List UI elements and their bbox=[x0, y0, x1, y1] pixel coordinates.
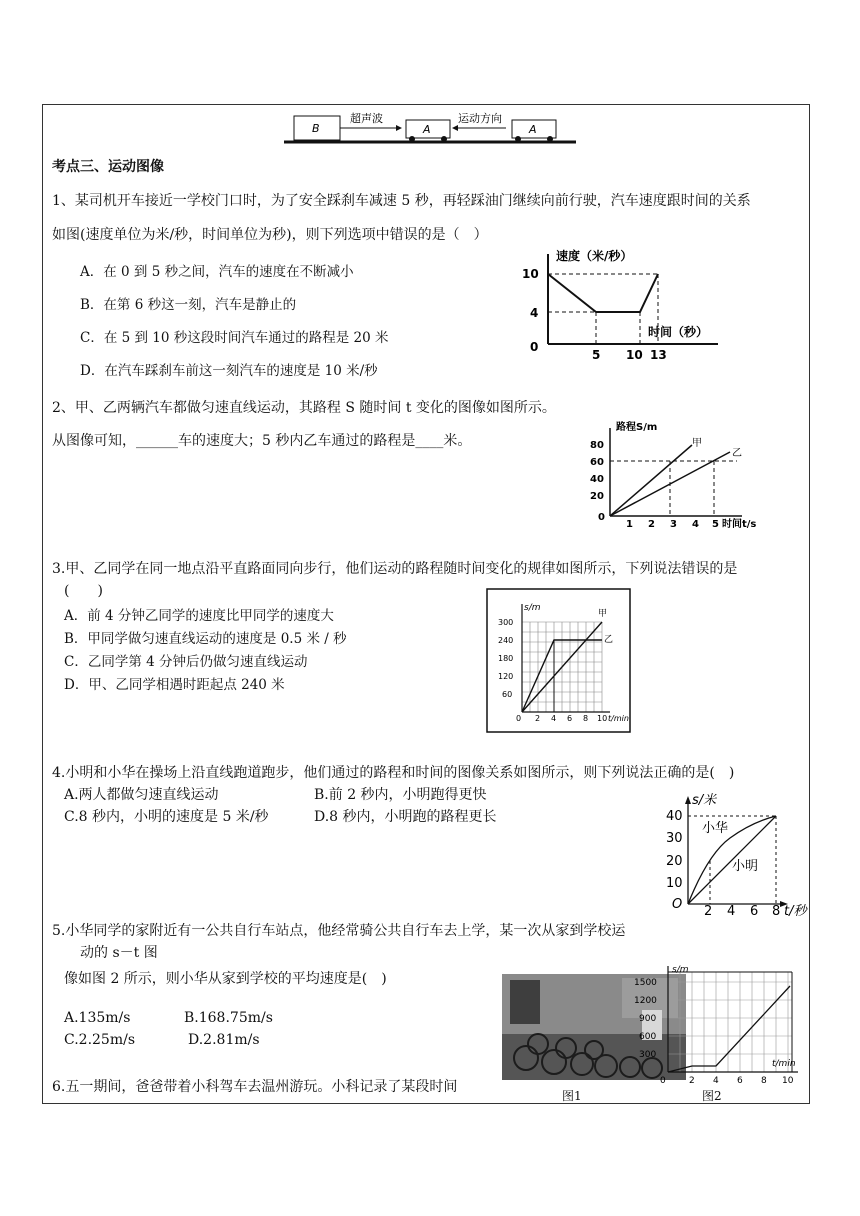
q1-xtick-5: 5 bbox=[592, 348, 601, 362]
q2-series-yi: 乙 bbox=[732, 448, 742, 459]
q3-xtick-2: 2 bbox=[535, 714, 541, 723]
q4-ytick-30: 30 bbox=[666, 831, 683, 846]
q5-option-a: A.135m/s bbox=[64, 1010, 131, 1026]
q4-origin: O bbox=[672, 897, 683, 912]
q1-line1: 1、某司机开车接近一学校门口时，为了安全踩刹车减速 5 秒，再轻踩油门继续向前行驶，汽车速度跟时间的关系 bbox=[52, 193, 751, 209]
q5-ytick-1200: 1200 bbox=[634, 996, 657, 1006]
q3-option-c: C．乙同学第 4 分钟后仍做匀速直线运动 bbox=[64, 654, 308, 670]
q6-line1: 6.五一期间，爸爸带着小科驾车去温州游玩。小科记录了某段时间 bbox=[52, 1079, 458, 1095]
q1-option-c: C．在 5 到 10 秒这段时间汽车通过的路程是 20 米 bbox=[80, 330, 389, 346]
q3-ytick-180: 180 bbox=[498, 654, 514, 663]
q1-ytick-10: 10 bbox=[522, 267, 539, 281]
q5-xtick-8: 8 bbox=[761, 1076, 767, 1086]
q3-xtick-6: 6 bbox=[567, 714, 573, 723]
q3-ytick-60: 60 bbox=[502, 690, 513, 699]
q1-xtick-13: 13 bbox=[650, 348, 667, 362]
q5-line2: 动的 s－t 图 bbox=[80, 945, 158, 961]
q5-xtick-6: 6 bbox=[737, 1076, 743, 1086]
q2-xtick-1: 1 bbox=[626, 519, 633, 530]
direction-label: 运动方向 bbox=[458, 112, 502, 125]
q3-series-jia: 甲 bbox=[598, 609, 608, 619]
q1-speed-graph bbox=[518, 246, 740, 364]
q5-ytick-600: 600 bbox=[639, 1032, 657, 1042]
q4-line1: 4.小明和小华在操场上沿直线跑道跑步，他们通过的路程和时间的图像关系如图所示，则下列说法正确的是( ) bbox=[52, 765, 735, 781]
q1-ytick-4: 4 bbox=[530, 306, 539, 320]
q1-option-d: D．在汽车踩刹车前这一刻汽车的速度是 10 米/秒 bbox=[80, 363, 378, 379]
q2-ytick-80: 80 bbox=[590, 440, 604, 451]
q3-origin: 0 bbox=[516, 714, 522, 723]
q3-graph bbox=[486, 588, 632, 734]
q2-ytick-20: 20 bbox=[590, 491, 604, 502]
q4-ytick-20: 20 bbox=[666, 854, 683, 869]
q4-ytick-40: 40 bbox=[666, 809, 683, 824]
q3-ytick-240: 240 bbox=[498, 636, 514, 645]
q4-ylabel: s/米 bbox=[692, 793, 717, 808]
q4-xtick-8: 8 bbox=[772, 904, 781, 919]
q4-graph bbox=[660, 786, 810, 919]
q4-xtick-4: 4 bbox=[727, 904, 736, 919]
q2-xtick-3: 3 bbox=[670, 519, 677, 530]
q1-xtick-10: 10 bbox=[626, 348, 643, 362]
q3-series-yi: 乙 bbox=[604, 635, 614, 645]
q4-xlabel: t/秒 bbox=[784, 904, 807, 919]
q4-option-d: D.8 秒内，小明跑的路程更长 bbox=[314, 809, 497, 825]
q1-option-b: B．在第 6 秒这一刻，汽车是静止的 bbox=[80, 297, 297, 313]
fig2-caption: 图2 bbox=[702, 1089, 722, 1103]
q2-series-jia: 甲 bbox=[692, 438, 702, 449]
q2-xlabel: 时间t/s bbox=[722, 519, 757, 530]
q1-ylabel: 速度（米/秒） bbox=[556, 249, 633, 263]
q2-xtick-2: 2 bbox=[648, 519, 655, 530]
q3-xtick-8: 8 bbox=[583, 714, 589, 723]
q5-xtick-2: 2 bbox=[689, 1076, 695, 1086]
q5-xtick-4: 4 bbox=[713, 1076, 719, 1086]
q3-line2: ( ) bbox=[64, 583, 103, 599]
q2-ylabel: 路程S/m bbox=[616, 422, 658, 433]
q5-origin: 0 bbox=[660, 1076, 666, 1086]
q5-option-c: C.2.25m/s bbox=[64, 1032, 136, 1048]
q4-option-b: B.前 2 秒内，小明跑得更快 bbox=[314, 787, 487, 803]
fig1-caption: 图1 bbox=[562, 1089, 582, 1103]
q4-series-xiaohua: 小华 bbox=[702, 821, 729, 836]
q5-line1: 5.小华同学的家附近有一公共自行车站点，他经常骑公共自行车去上学，某一次从家到学校运 bbox=[52, 923, 626, 939]
q1-origin: 0 bbox=[530, 340, 539, 354]
q2-xtick-4: 4 bbox=[692, 519, 699, 530]
q2-distance-graph bbox=[582, 418, 772, 530]
q5-option-b: B.168.75m/s bbox=[184, 1010, 273, 1026]
q4-option-a: A.两人都做匀速直线运动 bbox=[64, 787, 219, 803]
q4-ytick-10: 10 bbox=[666, 876, 683, 891]
q1-option-a: A．在 0 到 5 秒之间，汽车的速度在不断减小 bbox=[80, 264, 354, 280]
q3-xlabel: t/min bbox=[608, 714, 629, 723]
q3-xtick-4: 4 bbox=[551, 714, 557, 723]
q3-option-d: D．甲、乙同学相遇时距起点 240 米 bbox=[64, 677, 285, 693]
q4-series-xiaoming: 小明 bbox=[732, 859, 759, 874]
q1-xlabel: 时间（秒） bbox=[648, 325, 709, 339]
q3-xtick-10: 10 bbox=[597, 714, 608, 723]
q3-ylabel: s/m bbox=[524, 603, 541, 613]
q4-xtick-6: 6 bbox=[750, 904, 759, 919]
q2-xtick-5: 5 bbox=[712, 519, 719, 530]
ultrasonic-diagram bbox=[280, 110, 580, 150]
q3-option-a: A．前 4 分钟乙同学的速度比甲同学的速度大 bbox=[64, 608, 334, 624]
q5-xlabel: t/min bbox=[772, 1059, 796, 1069]
section-title: 考点三、运动图像 bbox=[52, 159, 164, 175]
q2-ytick-60: 60 bbox=[590, 457, 604, 468]
q5-ylabel: s/m bbox=[672, 965, 689, 975]
q4-xtick-2: 2 bbox=[704, 904, 713, 919]
q4-option-c: C.8 秒内，小明的速度是 5 米/秒 bbox=[64, 809, 269, 825]
q5-ytick-1500: 1500 bbox=[634, 978, 657, 988]
q2-line2: 从图像可知，______车的速度大；5 秒内乙车通过的路程是____米。 bbox=[52, 433, 472, 449]
q5-graph bbox=[634, 962, 804, 1086]
q3-option-b: B．甲同学做匀速直线运动的速度是 0.5 米 / 秒 bbox=[64, 631, 347, 647]
q2-ytick-40: 40 bbox=[590, 474, 604, 485]
q5-ytick-300: 300 bbox=[639, 1050, 657, 1060]
q3-line1: 3.甲、乙同学在同一地点沿平直路面同向步行，他们运动的路程随时间变化的规律如图所示，下列说法错误的是 bbox=[52, 561, 738, 577]
car-a2-label: A bbox=[529, 123, 537, 136]
car-a-label: A bbox=[423, 123, 431, 136]
q5-option-d: D.2.81m/s bbox=[188, 1032, 260, 1048]
q2-line1: 2、甲、乙两辆汽车都做匀速直线运动，其路程 S 随时间 t 变化的图像如图所示。 bbox=[52, 400, 556, 416]
q3-ytick-300: 300 bbox=[498, 618, 514, 627]
q3-ytick-120: 120 bbox=[498, 672, 514, 681]
q5-xtick-10: 10 bbox=[782, 1076, 794, 1086]
q5-ytick-900: 900 bbox=[639, 1014, 657, 1024]
car-b-label: B bbox=[312, 122, 320, 135]
q2-origin: 0 bbox=[598, 512, 605, 523]
q5-line3: 像如图 2 所示，则小华从家到学校的平均速度是( ) bbox=[64, 971, 387, 987]
q1-line2: 如图(速度单位为米/秒，时间单位为秒)，则下列选项中错误的是（ ） bbox=[52, 227, 488, 243]
wave-label: 超声波 bbox=[350, 112, 383, 125]
